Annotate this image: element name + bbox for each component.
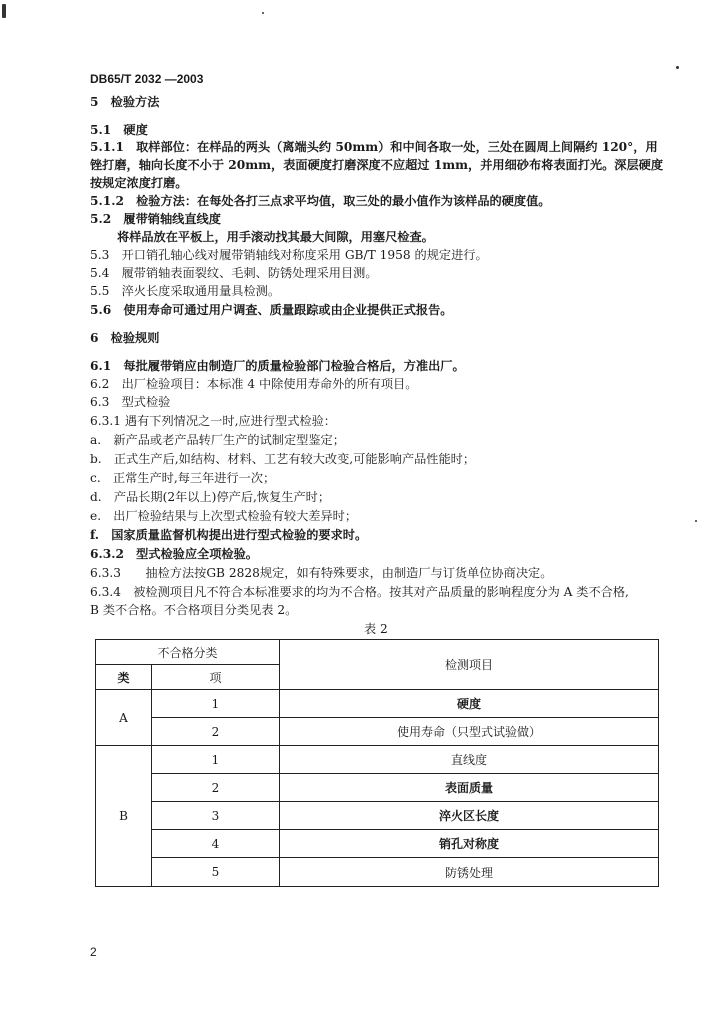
section-5-2-body: 将样品放在平板上，用手滚动找其最大间隙，用塞尺检查。 — [117, 230, 434, 244]
section-5-6: 5.6 使用寿命可通过用户调查、质量跟踪或由企业提供正式报告。 — [90, 303, 453, 317]
table-header-row — [96, 640, 659, 665]
row-item-number: 5 — [152, 858, 280, 887]
section-5-1-2: 5.1.2 检验方法：在每处各打三点求平均值，取三处的最小值作为该样品的硬度值。 — [90, 194, 551, 208]
list-item-e: e. 出厂检验结果与上次型式检验有较大差异时； — [90, 509, 358, 523]
table-row — [96, 858, 659, 887]
section-5-title: 5 检验方法 — [90, 95, 160, 109]
row-item-number: 2 — [152, 718, 280, 746]
section-6-3-3: 6.3.3 抽检方法按GB 2828规定，如有特殊要求，由制造厂与订货单位协商决定。 — [90, 566, 553, 580]
table-row — [96, 746, 659, 774]
section-6-title: 6 检验规则 — [90, 331, 160, 345]
row-check-item: 防锈处理 — [280, 858, 659, 887]
row-check-item: 销孔对称度 — [280, 830, 659, 858]
section-5-1-1-line-1: 5.1.1 取样部位：在样品的两头（离端头约 50mm）和中间各取一处，三处在圆周上间隔约 120°，用 — [90, 140, 658, 154]
section-5-5: 5.5 淬火长度采取通用量具检测。 — [90, 284, 281, 298]
list-item-f: f. 国家质量监督机构提出进行型式检验的要求时。 — [90, 528, 368, 542]
section-5-4: 5.4 履带销轴表面裂纹、毛刺、防锈处理采用目测。 — [90, 266, 378, 280]
nonconformity-classification-table — [95, 639, 659, 887]
section-6-3-1: 6.3.1 遇有下列情况之一时,应进行型式检验： — [90, 414, 336, 428]
section-6-2: 6.2 出厂检验项目：本标准 4 中除使用寿命外的所有项目。 — [90, 377, 418, 391]
section-6-3-4-line-2: B 类不合格。不合格项目分类见表 2。 — [90, 603, 298, 617]
header-check-item: 检测项目 — [280, 640, 659, 690]
section-5-1-1-line-3: 按规定浓度打磨。 — [90, 176, 188, 190]
table-row — [96, 718, 659, 746]
document-code-header: DB65/T 2032 —2003 — [90, 72, 204, 86]
section-6-1: 6.1 每批履带销应由制造厂的质量检验部门检验合格后，方准出厂。 — [90, 359, 465, 373]
header-class: 类 — [96, 665, 152, 690]
scan-speck — [262, 12, 264, 14]
list-item-d: d. 产品长期(2年以上)停产后,恢复生产时； — [90, 490, 331, 504]
section-5-2-title: 5.2 履带销轴线直线度 — [90, 212, 221, 226]
row-item-number: 1 — [152, 690, 280, 718]
section-6-3-2: 6.3.2 型式检验应全项检验。 — [90, 547, 258, 561]
row-check-item: 使用寿命（只型式试验做） — [280, 718, 659, 746]
row-check-item: 表面质量 — [280, 774, 659, 802]
scan-speck — [2, 4, 6, 18]
section-6-3-4-line-1: 6.3.4 被检测项目凡不符合本标准要求的均为不合格。按其对产品质量的影响程度分为 A 类不合格, — [90, 585, 629, 599]
row-item-number: 3 — [152, 802, 280, 830]
page-number: 2 — [90, 945, 97, 959]
row-check-item: 硬度 — [280, 690, 659, 718]
group-a-label: A — [96, 690, 152, 746]
list-item-b: b. 正式生产后,如结构、材料、工艺有较大改变,可能影响产品性能时； — [90, 452, 476, 466]
row-item-number: 1 — [152, 746, 280, 774]
table-row — [96, 690, 659, 718]
table-row — [96, 774, 659, 802]
section-6-3-title: 6.3 型式检验 — [90, 395, 171, 409]
table-row — [96, 830, 659, 858]
row-item-number: 2 — [152, 774, 280, 802]
header-item: 项 — [152, 665, 280, 690]
group-b-label: B — [96, 746, 152, 887]
row-check-item: 淬火区长度 — [280, 802, 659, 830]
section-5-3: 5.3 开口销孔轴心线对履带销轴线对称度采用 GB/T 1958 的规定进行。 — [90, 248, 488, 262]
scan-speck — [676, 66, 679, 69]
list-item-a: a. 新产品或老产品转厂生产的试制定型鉴定； — [90, 433, 345, 447]
row-item-number: 4 — [152, 830, 280, 858]
section-5-1-title: 5.1 硬度 — [90, 123, 148, 137]
row-check-item: 直线度 — [280, 746, 659, 774]
scan-speck — [695, 520, 697, 522]
list-item-c: c. 正常生产时,每三年进行一次； — [90, 471, 276, 485]
section-5-1-1-line-2: 锉打磨，轴向长度不小于 20mm，表面硬度打磨深度不应超过 1mm，并用细砂布将表面打光。深层硬度 — [90, 158, 664, 172]
header-nonconformity-class: 不合格分类 — [96, 640, 280, 665]
table-2-caption: 表 2 — [364, 622, 388, 636]
table-row — [96, 802, 659, 830]
